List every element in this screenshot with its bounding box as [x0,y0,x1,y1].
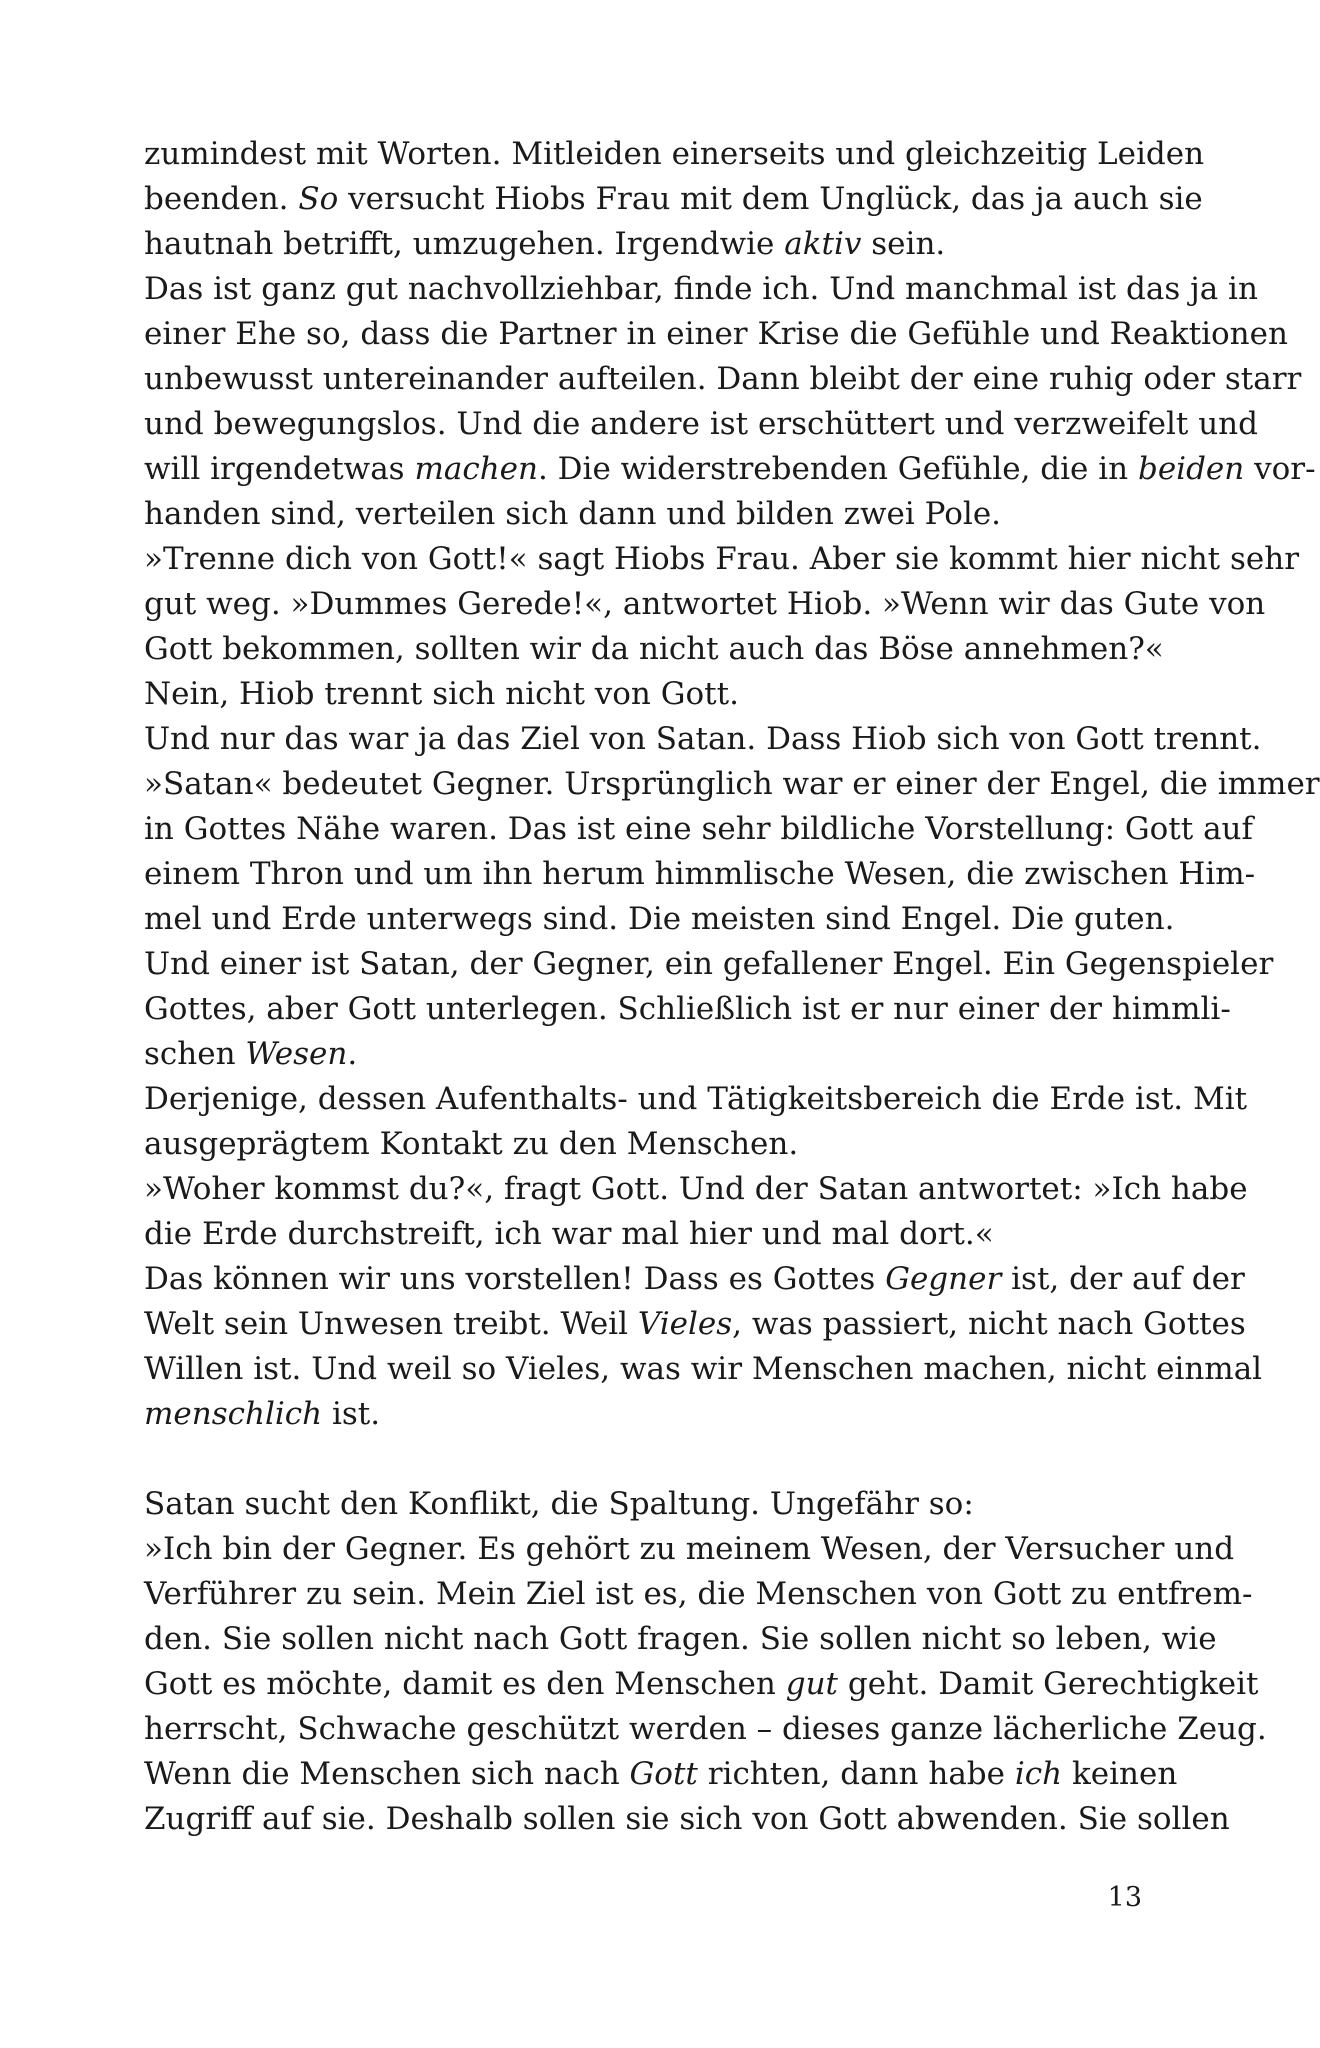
text-line [144,447,1316,492]
text-line [144,132,1205,177]
text-line [144,537,1300,582]
italic-text: aktiv [784,226,862,262]
text-line [144,942,1274,987]
text-line [144,1122,1142,1167]
text-segment: herrscht, Schwache geschützt werden – dieses ganze lächerliche Zeug. [144,1711,1267,1747]
text-segment: versucht Hiobs Frau mit dem Unglück, das ja auch sie [338,181,1203,217]
text-segment: den. Sie sollen nicht nach Gott fragen. Sie sollen nicht so leben, wie [144,1621,1217,1657]
text-segment: ist. [322,1396,381,1432]
text-segment: Das ist ganz gut nachvollziehbar, finde ich. Und manchmal ist das ja in [144,271,1258,307]
text-line [144,1077,1248,1122]
text-segment: »Satan« bedeutet Gegner. Ursprünglich war er einer der Engel, die immer [144,766,1320,802]
text-segment: Verführer zu sein. Mein Ziel ist es, die Menschen von Gott zu entfrem- [144,1576,1253,1612]
text-line [144,222,1142,267]
text-line [144,1572,1253,1617]
text-line [144,897,1175,942]
text-line [144,672,1142,717]
text-segment: beenden. [144,181,299,217]
text-segment: ist, der auf der [1001,1261,1245,1297]
text-segment: einer Ehe so, dass die Partner in einer Krise die Gefühle und Reaktionen [144,316,1288,352]
text-line [144,1617,1217,1662]
text-segment: schen [144,1036,246,1072]
text-segment: Und nur das war ja das Ziel von Satan. Dass Hiob sich von Gott trennt. [144,721,1262,757]
text-line [144,1662,1259,1707]
text-segment: Gottes, aber Gott unterlegen. Schließlich ist er nur einer der himmli- [144,991,1231,1027]
text-segment: Gott bekommen, sollten wir da nicht auch das Böse annehmen?« [144,631,1164,667]
text-line [144,1347,1263,1392]
paragraph-gap [144,1437,1142,1482]
text-segment: vor- [1244,451,1316,487]
text-segment: sein. [861,226,946,262]
text-segment: in Gottes Nähe waren. Das ist eine sehr bildliche Vorstellung: Gott auf [144,811,1253,847]
text-segment: »Woher kommst du?«, fragt Gott. Und der Satan antwortet: »Ich habe [144,1171,1248,1207]
text-line [144,1797,1230,1842]
text-segment: Derjenige, dessen Aufenthalts- und Tätigkeitsbereich die Erde ist. Mit [144,1081,1248,1117]
italic-text: Vieles [637,1306,733,1342]
italic-text: menschlich [144,1396,323,1432]
text-line [144,582,1266,627]
text-segment: . Die widerstrebenden Gefühle, die in [537,451,1138,487]
text-segment: . [347,1036,358,1072]
text-segment: ausgeprägtem Kontakt zu den Menschen. [144,1126,799,1162]
italic-text: Gott [629,1756,698,1792]
italic-text: Gegner [885,1261,1002,1297]
text-segment: Wenn die Menschen sich nach [144,1756,630,1792]
italic-text: ich [1014,1756,1063,1792]
text-line [144,1482,1142,1527]
text-line [144,1032,1142,1077]
text-line [144,987,1231,1032]
text-line [144,1527,1235,1572]
text-segment: geht. Damit Gerechtigkeit [838,1666,1259,1702]
text-line [144,1707,1267,1752]
text-line [144,312,1288,357]
text-line [144,177,1203,222]
text-line [144,1257,1245,1302]
text-line [144,852,1256,897]
text-line [144,492,1142,537]
text-segment: unbewusst untereinander aufteilen. Dann bleibt der eine ruhig oder starr [144,361,1302,397]
italic-text: Wesen [245,1036,348,1072]
text-segment: richten, dann habe [697,1756,1015,1792]
text-segment: und bewegungslos. Und die andere ist erschüttert und verzweifelt und [144,406,1258,442]
italic-text: machen [414,451,538,487]
text-segment: Und einer ist Satan, der Gegner, ein gefallener Engel. Ein Gegenspieler [144,946,1274,982]
page-number: 13 [1107,1882,1142,1913]
text-segment: Satan sucht den Konflikt, die Spaltung. Ungefähr so: [144,1486,974,1522]
text-line [144,1212,1142,1257]
text-segment: Willen ist. Und weil so Vieles, was wir Menschen machen, nicht einmal [144,1351,1263,1387]
text-line [144,807,1253,852]
text-segment: Nein, Hiob trennt sich nicht von Gott. [144,676,739,712]
text-segment: , was passiert, nicht nach Gottes [732,1306,1246,1342]
text-segment: die Erde durchstreift, ich war mal hier und mal dort.« [144,1216,994,1252]
text-line [144,267,1258,312]
text-segment: hautnah betrifft, umzugehen. Irgendwie [144,226,785,262]
text-segment: Zugriff auf sie. Deshalb sollen sie sich von Gott abwenden. Sie sollen [144,1801,1230,1837]
text-segment: einem Thron und um ihn herum himmlische Wesen, die zwischen Him- [144,856,1256,892]
text-line [144,402,1258,447]
body-text [144,132,1320,1842]
text-line [144,627,1164,672]
text-segment: Welt sein Unwesen treibt. Weil [144,1306,638,1342]
text-segment: handen sind, verteilen sich dann und bilden zwei Pole. [144,496,1002,532]
text-segment: »Trenne dich von Gott!« sagt Hiobs Frau. Aber sie kommt hier nicht sehr [144,541,1300,577]
text-line [144,762,1320,807]
text-line [144,717,1262,762]
italic-text: gut [785,1666,839,1702]
italic-text: beiden [1137,451,1245,487]
text-line [144,1302,1246,1347]
text-segment: mel und Erde unterwegs sind. Die meisten sind Engel. Die guten. [144,901,1175,937]
text-line [144,1167,1248,1212]
text-line [144,1392,1142,1437]
italic-text: So [298,181,339,217]
text-segment: zumindest mit Worten. Mitleiden einerseits und gleichzeitig Leiden [144,136,1205,172]
text-segment: »Ich bin der Gegner. Es gehört zu meinem Wesen, der Versucher und [144,1531,1235,1567]
text-segment: keinen [1062,1756,1178,1792]
text-segment: Gott es möchte, damit es den Menschen [144,1666,786,1702]
text-line [144,1752,1178,1797]
text-line [144,357,1302,402]
text-segment: Das können wir uns vorstellen! Dass es Gottes [144,1261,886,1297]
text-segment: will irgendetwas [144,451,415,487]
text-segment: gut weg. »Dummes Gerede!«, antwortet Hiob. »Wenn wir das Gute von [144,586,1266,622]
